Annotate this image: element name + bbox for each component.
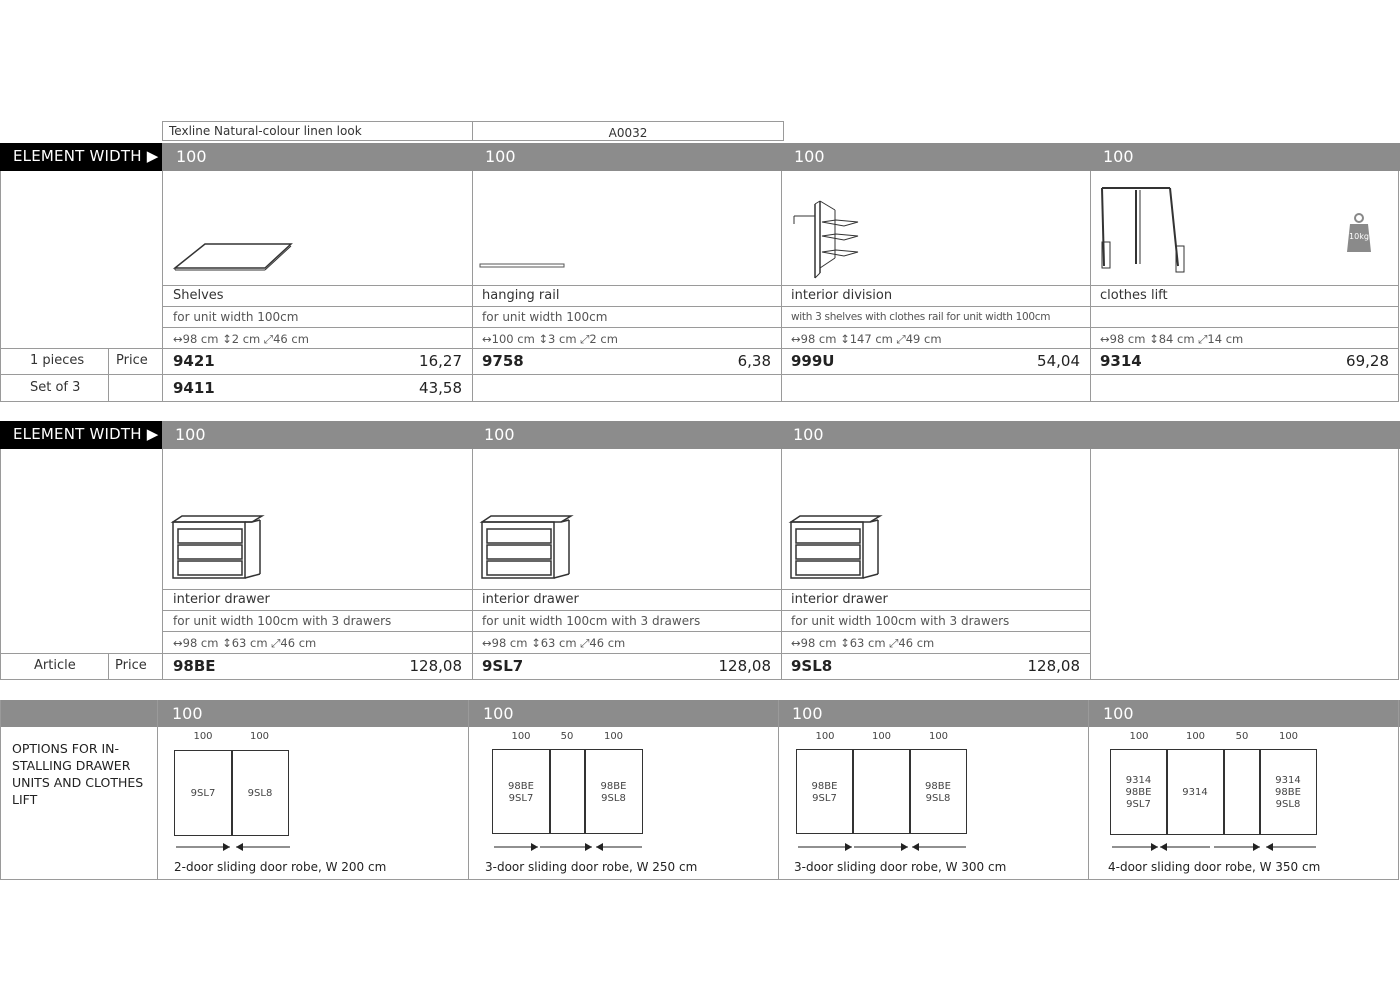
s2-sub-2: for unit width 100cm with 3 drawers (482, 614, 701, 628)
s3-width-1: 100 (172, 704, 203, 723)
s2-dims-2: ↔98 cm ↕63 cm ⤢46 cm (482, 636, 626, 650)
s2-name-1: interior drawer (173, 592, 270, 607)
s1-name-3: interior division (791, 288, 893, 303)
s2-article-1: 98BE (173, 657, 216, 675)
s1-price-label: Price (116, 353, 148, 368)
s2-article-label: Article (34, 658, 76, 673)
s2-price-label: Price (115, 658, 147, 673)
p3-seg-1: 98BE 9SL7 (811, 781, 838, 804)
s2-article-2: 9SL7 (482, 657, 524, 675)
s1-sub-2: for unit width 100cm (482, 310, 608, 324)
s2-name-2: interior drawer (482, 592, 579, 607)
s3-width-3: 100 (792, 704, 823, 723)
s3-width-4: 100 (1103, 704, 1134, 723)
p3-seg-3: 98BE 9SL8 (925, 781, 951, 804)
p3-caption: 3-door sliding door robe, W 300 cm (794, 860, 1007, 874)
s2-name-3: interior drawer (791, 592, 888, 607)
clothes-lift-icon (1096, 182, 1196, 277)
weight-icon: 10kg (1346, 212, 1372, 252)
s1-article-1: 9421 (173, 352, 215, 370)
s1-name-4: clothes lift (1100, 288, 1168, 303)
drawer-icon-3 (788, 512, 888, 584)
p2-caption: 3-door sliding door robe, W 250 cm (485, 860, 698, 874)
p1-seg-2: 9SL8 (247, 788, 273, 799)
p2-seg-w-3: 100 (603, 731, 624, 742)
s2-article-3: 9SL8 (791, 657, 833, 675)
s1-row1-label: 1 pieces (30, 353, 85, 368)
section2-header-label: ELEMENT WIDTH ▶ (0, 421, 162, 449)
p2-seg-w-2: 50 (560, 731, 574, 742)
p4-arrows (1110, 840, 1322, 854)
interior-division-icon (790, 198, 870, 283)
p3-seg-w-3: 100 (928, 731, 949, 742)
material-code-cell (473, 121, 784, 141)
s1-sub-1: for unit width 100cm (173, 310, 299, 324)
s1-width-2: 100 (485, 147, 516, 166)
s1-price-2: 6,38 (737, 352, 771, 370)
material-code: A0032 (608, 126, 648, 140)
p4-seg-2: 9314 (1182, 787, 1208, 798)
s3-width-2: 100 (483, 704, 514, 723)
p1-seg-w-1: 100 (193, 731, 213, 742)
options-title: OPTIONS FOR IN- STALLING DRAWER UNITS AND CLOTHES LIFT (12, 741, 144, 807)
p1-arrows (174, 840, 294, 854)
p3-arrows (796, 840, 971, 854)
s1-price-3: 54,04 (1037, 352, 1080, 370)
shelf-icon (165, 230, 305, 280)
s1-price-1: 16,27 (419, 352, 462, 370)
p4-seg-1: 9314 98BE 9SL7 (1125, 775, 1152, 810)
drawer-icon-2 (479, 512, 579, 584)
p1-seg-w-2: 100 (249, 731, 270, 742)
s1-row2-label: Set of 3 (30, 380, 81, 395)
s1-dims-3: ↔98 cm ↕147 cm ⤢49 cm (791, 332, 942, 346)
hanging-rail-icon (478, 260, 578, 272)
p4-caption: 4-door sliding door robe, W 350 cm (1108, 860, 1321, 874)
s1-price-4: 69,28 (1346, 352, 1389, 370)
s1-width-3: 100 (794, 147, 825, 166)
p4-seg-w-4: 100 (1278, 731, 1299, 742)
material-name-cell (162, 121, 473, 141)
s2-price-3: 128,08 (1027, 657, 1080, 675)
s1-sub-3: with 3 shelves with clothes rail for unit width 100cm (791, 311, 1051, 323)
p2-seg-3: 98BE 9SL8 (600, 781, 627, 804)
s1-name-2: hanging rail (482, 288, 560, 303)
s2-sub-1: for unit width 100cm with 3 drawers (173, 614, 392, 628)
s2-price-1: 128,08 (409, 657, 462, 675)
s1-article-3: 999U (791, 352, 835, 370)
p4-seg-w-1: 100 (1129, 731, 1149, 742)
s1-dims-4: ↔98 cm ↕84 cm ⤢14 cm (1100, 332, 1244, 346)
p1-seg-1: 9SL7 (190, 788, 216, 799)
p4-seg-4: 9314 98BE 9SL8 (1275, 775, 1301, 810)
s2-dims-1: ↔98 cm ↕63 cm ⤢46 cm (173, 636, 317, 650)
s2-width-3: 100 (793, 425, 824, 444)
s1-name-1: Shelves (173, 288, 224, 303)
s2-width-1: 100 (175, 425, 206, 444)
material-name: Texline Natural-colour linen look (169, 124, 362, 138)
drawer-icon-1 (170, 512, 270, 584)
p4-seg-w-3: 50 (1235, 731, 1249, 742)
s1-dims-2: ↔100 cm ↕3 cm ⤢2 cm (482, 332, 618, 346)
s1-article-1b: 9411 (173, 379, 215, 397)
p1-caption: 2-door sliding door robe, W 200 cm (174, 860, 387, 874)
p4-seg-w-2: 100 (1185, 731, 1206, 742)
s2-sub-3: for unit width 100cm with 3 drawers (791, 614, 1010, 628)
s2-dims-3: ↔98 cm ↕63 cm ⤢46 cm (791, 636, 935, 650)
p2-seg-1: 98BE 9SL7 (508, 781, 534, 804)
s1-dims-1: ↔98 cm ↕2 cm ⤢46 cm (173, 332, 309, 346)
section3-header-bar (0, 700, 1400, 727)
s1-article-4: 9314 (1100, 352, 1142, 370)
s2-width-2: 100 (484, 425, 515, 444)
s2-price-2: 128,08 (718, 657, 771, 675)
s1-width-1: 100 (176, 147, 207, 166)
s1-width-4: 100 (1103, 147, 1134, 166)
p2-seg-w-1: 100 (511, 731, 531, 742)
s1-price-1b: 43,58 (419, 379, 462, 397)
section1-header-bar (162, 143, 1400, 171)
p2-arrows (492, 840, 647, 854)
section1-header-label: ELEMENT WIDTH ▶ (0, 143, 162, 171)
p3-seg-w-2: 100 (871, 731, 892, 742)
p3-seg-w-1: 100 (815, 731, 835, 742)
s1-article-2: 9758 (482, 352, 524, 370)
